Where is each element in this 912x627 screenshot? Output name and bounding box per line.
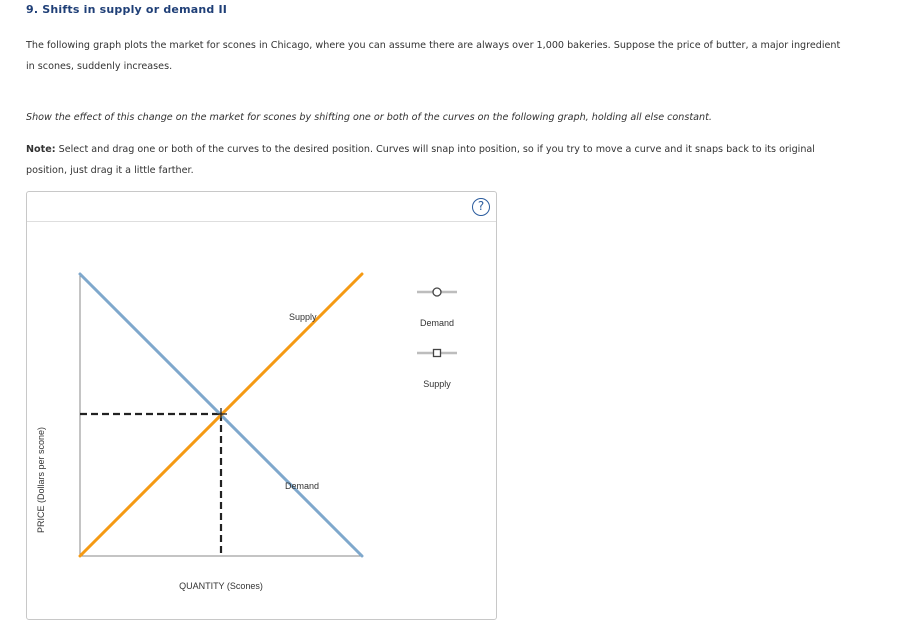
- square-marker-icon: [434, 350, 441, 357]
- question-instruction: Show the effect of this change on the market for scones by shifting one or both of the curves on the following graph, holding all else constant.: [26, 112, 712, 123]
- help-icon[interactable]: ?: [472, 198, 490, 216]
- legend-demand-tool[interactable]: [417, 288, 457, 296]
- legend-demand-label: Demand: [419, 318, 455, 328]
- question-note: [26, 139, 846, 181]
- supply-curve-label: Supply: [289, 312, 317, 322]
- legend-supply-label: Supply: [423, 379, 451, 389]
- graph-panel: [26, 191, 497, 620]
- x-axis-label: QUANTITY (Scones): [179, 581, 263, 591]
- graph-area: [27, 192, 496, 619]
- demand-curve-label: Demand: [285, 481, 320, 491]
- question-title: 9. Shifts in supply or demand II: [26, 3, 228, 16]
- note-text: Select and drag one or both of the curves to the desired position. Curves will snap into position, so if you try to move a curve and it snaps back to its original position, just drag it a little farther.: [26, 144, 815, 176]
- legend-supply-tool[interactable]: [417, 350, 457, 357]
- circle-marker-icon: [433, 288, 441, 296]
- note-label: Note:: [26, 144, 56, 155]
- y-axis-label: PRICE (Dollars per scone): [36, 426, 46, 534]
- question-intro: The following graph plots the market for scones in Chicago, where you can assume there are always over 1,000 bakeries. Suppose the price of butter, a major ingredient in scones, suddenly increases.: [26, 40, 841, 72]
